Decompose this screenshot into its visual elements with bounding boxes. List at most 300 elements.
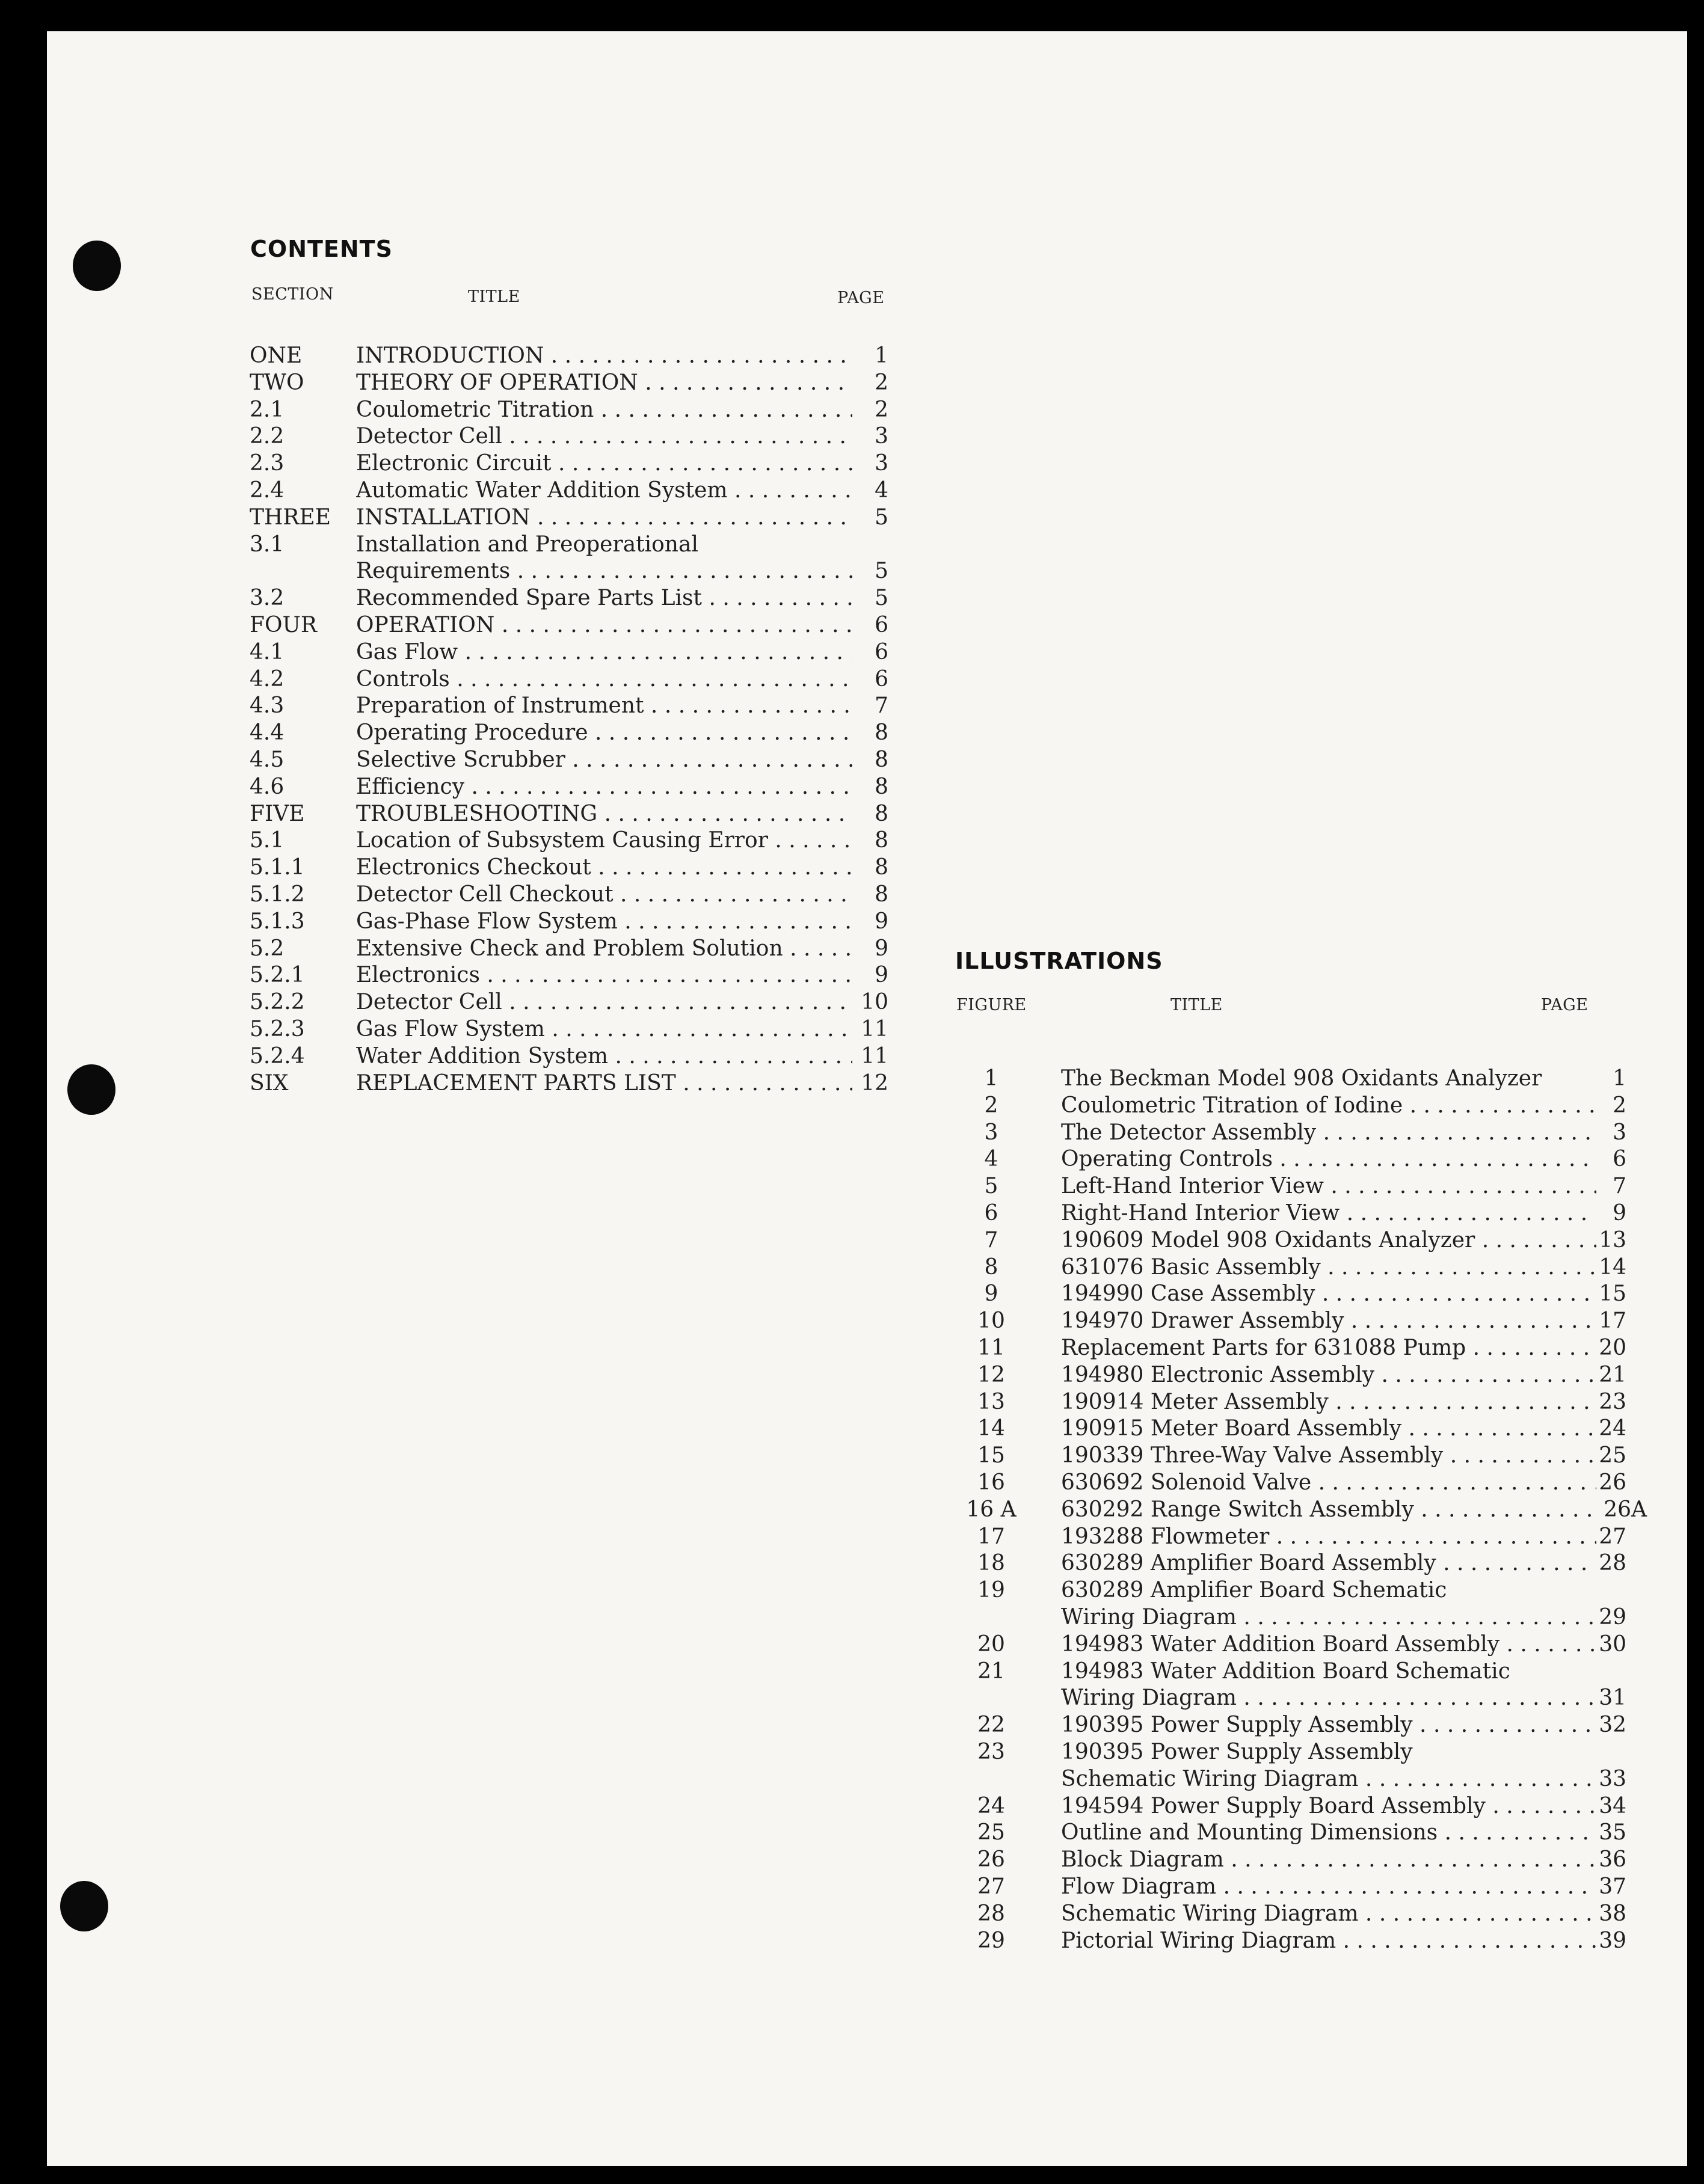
entry-title-text: 194983 Water Addition Board Schematic [1061,1658,1510,1684]
entry-title-text: Replacement Parts for 631088 Pump [1061,1335,1466,1360]
entry-title-continued [1061,1766,1596,1793]
entry-page: 8 [875,882,888,907]
toc-entry [250,801,888,828]
entry-title [356,1043,852,1070]
entry-title [356,477,852,505]
entry-title-text: TROUBLESHOOTING [356,801,598,826]
toc-entry [955,1093,1647,1120]
entry-page: 3 [875,424,888,449]
toc-entry [955,1200,1647,1227]
entry-title [356,423,852,450]
entry-title-text: Location of Subsystem Causing Error [356,828,768,853]
entry-title-text: Coulometric Titration of Iodine [1061,1093,1403,1118]
entry-title-text: Gas-Phase Flow System [356,909,618,934]
entry-title-text: REPLACEMENT PARTS LIST [356,1070,676,1096]
toc-entry [955,1066,1647,1093]
entry-number: 22 [977,1713,1005,1738]
entry-title-text: INSTALLATION [356,505,531,530]
entry-page: 5 [875,559,888,584]
entry-title [1061,1928,1596,1955]
entry-title [356,882,852,909]
toc-entry [250,477,888,505]
entry-page: 6 [875,666,888,692]
entry-page: 24 [1599,1416,1626,1441]
entry-title-text: Right-Hand Interior View [1061,1200,1340,1225]
entry-page: 5 [875,586,888,611]
entry-title-continued [1061,1604,1596,1631]
entry-title-text: 190395 Power Supply Assembly [1061,1739,1413,1764]
entry-title [356,343,852,370]
entry-page: 3 [1613,1120,1626,1145]
toc-entry [955,1712,1647,1739]
entry-title [356,854,852,882]
toc-entry [250,936,888,963]
entry-number: 2.4 [250,477,285,503]
entry-page: 26A [1604,1497,1647,1522]
toc-entry [250,505,888,532]
entry-title-continued-text: Requirements [356,559,511,584]
entry-number: 28 [977,1901,1005,1926]
entry-number: 15 [977,1443,1005,1468]
entry-page: 14 [1599,1254,1626,1280]
entry-title [356,450,852,477]
entry-number: 16 A [966,1497,1017,1522]
entry-page: 15 [1599,1281,1626,1307]
entry-title-continued-text: Schematic Wiring Diagram [1061,1766,1359,1791]
entry-title-text: Detector Cell [356,990,502,1015]
entry-title-text: 190914 Meter Assembly [1061,1389,1329,1414]
entry-number: 9 [984,1281,998,1307]
toc-entry [955,1389,1647,1416]
toc-entry [250,370,888,397]
toc-entry [250,666,888,693]
toc-entry [955,1550,1647,1577]
toc-entry [250,989,888,1016]
toc-entry [250,612,888,639]
toc-entry [955,1120,1647,1147]
entry-number: 4.5 [250,747,285,772]
entry-title [1061,1550,1596,1577]
entry-title-text: 194594 Power Supply Board Assembly [1061,1793,1486,1818]
entry-title-text: Selective Scrubber [356,747,565,772]
entry-title [356,505,852,532]
illustrations-heading: ILLUSTRATIONS [955,948,1163,974]
entry-title [356,774,852,801]
entry-title [356,585,852,612]
entry-title [356,639,852,666]
entry-title-text: Pictorial Wiring Diagram [1061,1928,1336,1953]
toc-entry [955,1443,1647,1470]
entry-title [356,1070,852,1097]
entry-title-text: Gas Flow [356,639,458,664]
entry-page: 7 [1613,1174,1626,1199]
entry-number: 4.1 [250,639,285,664]
entry-number: 5.2 [250,936,285,961]
toc-entry [250,397,888,424]
toc-entry [955,1146,1647,1173]
entry-title-text: 631076 Basic Assembly [1061,1254,1321,1280]
toc-entry [955,1308,1647,1335]
entry-title-text: Detector Cell Checkout [356,882,614,907]
entry-number: 29 [977,1928,1005,1953]
entry-page: 33 [1599,1766,1626,1791]
entry-title [1061,1066,1596,1093]
entry-title [1061,1712,1596,1739]
toc-entry [955,1281,1647,1308]
entry-number: 5.2.3 [250,1016,305,1041]
entry-title [1061,1577,1596,1604]
entry-title-text: Outline and Mounting Dimensions [1061,1820,1438,1845]
entry-title-text: Block Diagram [1061,1847,1224,1873]
entry-title [1061,1093,1596,1120]
entry-page: 3 [875,451,888,476]
entry-number: 5.1.1 [250,855,305,880]
entry-number: 14 [977,1416,1005,1441]
entry-number: 5.2.1 [250,963,305,988]
entry-title-text: 190915 Meter Board Assembly [1061,1416,1402,1441]
entry-title [1061,1497,1596,1524]
entry-title [356,909,852,936]
entry-page: 31 [1599,1686,1626,1711]
entry-title-text: The Detector Assembly [1061,1120,1317,1145]
entry-title-text: Installation and Preoperational [356,532,698,557]
entry-page: 8 [875,801,888,826]
punch-hole [60,1881,108,1931]
entry-title [1061,1200,1596,1227]
entry-title [356,827,852,854]
entry-title-text: Automatic Water Addition System [356,477,728,503]
entry-title [1061,1335,1596,1362]
entry-title [1061,1120,1596,1147]
entry-title-text: Recommended Spare Parts List [356,586,702,611]
entry-number: 4.3 [250,693,285,719]
toc-entry [250,909,888,936]
entry-title [1061,1254,1596,1281]
entry-title [1061,1631,1596,1658]
entry-page: 5 [875,505,888,530]
contents-heading: CONTENTS [250,236,393,262]
entry-title [356,720,852,747]
toc-entry [250,720,888,747]
entry-number: 16 [977,1470,1005,1495]
entry-title-text: Flow Diagram [1061,1874,1217,1899]
entry-title-text: 630289 Amplifier Board Assembly [1061,1551,1436,1576]
entry-page: 11 [861,1016,888,1041]
toc-entry [250,639,888,666]
entry-title [1061,1901,1596,1928]
entry-number: 12 [977,1362,1005,1387]
entry-title [356,989,852,1016]
entry-title-text: Gas Flow System [356,1016,545,1041]
entry-page: 1 [875,343,888,368]
entry-title-text: Operating Procedure [356,720,588,746]
contents-list [250,343,888,1097]
entry-page: 7 [875,693,888,719]
entry-page: 21 [1599,1362,1626,1387]
entry-title [356,1016,852,1043]
toc-entry [250,882,888,909]
entry-title-text: 194990 Case Assembly [1061,1281,1315,1307]
entry-title-continued-text: Wiring Diagram [1061,1604,1237,1630]
entry-number: 18 [977,1551,1005,1576]
entry-title-text: The Beckman Model 908 Oxidants Analyzer [1061,1066,1542,1091]
entry-title-text: 194980 Electronic Assembly [1061,1362,1375,1387]
toc-entry [250,423,888,450]
toc-entry [955,1928,1647,1955]
entry-number: 4.6 [250,774,285,799]
entry-page: 12 [861,1070,888,1096]
entry-number: 21 [977,1658,1005,1684]
entry-page: 34 [1599,1793,1626,1818]
entry-title [356,747,852,774]
entry-title-text: Water Addition System [356,1043,609,1069]
entry-title-text: Coulometric Titration [356,397,594,422]
entry-title-text: Preparation of Instrument [356,693,644,719]
entry-page: 6 [875,612,888,637]
toc-entry [250,450,888,477]
toc-entry [955,1254,1647,1281]
entry-number: 25 [977,1820,1005,1845]
entry-page: 20 [1599,1335,1626,1360]
entry-title-text: Operating Controls [1061,1147,1273,1172]
punch-hole [73,241,121,291]
entry-title [1061,1416,1596,1443]
entry-title [356,936,852,963]
toc-entry [250,1043,888,1070]
entry-page: 28 [1599,1551,1626,1576]
toc-entry [955,1335,1647,1362]
entry-number: 5.1.3 [250,909,305,934]
entry-title-text: Left-Hand Interior View [1061,1174,1324,1199]
toc-entry [250,585,888,612]
entry-number: SIX [250,1070,289,1096]
illustrations-list [955,1066,1647,1954]
entry-page: 35 [1599,1820,1626,1845]
entry-number: 4 [984,1147,998,1172]
toc-entry [955,1524,1647,1551]
entry-page: 8 [875,747,888,772]
toc-entry [955,1874,1647,1901]
entry-title-text: 194983 Water Addition Board Assembly [1061,1631,1500,1657]
illustrations-col-title: TITLE [1170,996,1223,1014]
entry-page: 2 [875,370,888,395]
entry-page: 2 [875,397,888,422]
entry-page: 32 [1599,1713,1626,1738]
entry-title [356,370,852,397]
entry-title [356,612,852,639]
entry-page: 9 [875,936,888,961]
entry-title-text: Efficiency [356,774,465,799]
entry-title [1061,1362,1596,1389]
toc-entry [250,827,888,854]
entry-number: 17 [977,1524,1005,1549]
entry-number: 3.2 [250,586,285,611]
toc-entry [955,1470,1647,1497]
entry-page: 9 [875,963,888,988]
entry-title [1061,1281,1596,1308]
toc-entry [955,1497,1647,1524]
entry-title [356,666,852,693]
entry-page: 9 [875,909,888,934]
entry-page: 9 [1613,1200,1626,1225]
entry-title [1061,1524,1596,1551]
entry-number: 3 [984,1120,998,1145]
entry-number: TWO [250,370,304,395]
entry-number: 1 [984,1066,998,1091]
entry-title [1061,1308,1596,1335]
entry-title-text: Electronic Circuit [356,451,552,476]
toc-entry [250,962,888,989]
entry-title-text: Extensive Check and Problem Solution [356,936,783,961]
entry-page: 26 [1599,1470,1626,1495]
entry-number: 20 [977,1631,1005,1657]
entry-number: 13 [977,1389,1005,1414]
entry-title-text: OPERATION [356,612,495,637]
entry-page: 8 [875,855,888,880]
entry-title-text: INTRODUCTION [356,343,544,368]
entry-title-text: THEORY OF OPERATION [356,370,638,395]
document-page [47,31,1687,2166]
toc-entry [250,532,888,586]
entry-number: 5 [984,1174,998,1199]
toc-entry [250,1016,888,1043]
entry-title-text: 190339 Three-Way Valve Assembly [1061,1443,1444,1468]
entry-number: 5.2.4 [250,1043,305,1069]
entry-title [1061,1173,1596,1200]
entry-title-text: 630292 Range Switch Assembly [1061,1497,1414,1522]
entry-title [1061,1658,1596,1686]
entry-page: 8 [875,828,888,853]
entry-page: 13 [1599,1227,1626,1253]
entry-page: 27 [1599,1524,1626,1549]
entry-title-text: 630692 Solenoid Valve [1061,1470,1312,1495]
entry-title-text: Detector Cell [356,424,502,449]
entry-number: ONE [250,343,303,368]
entry-title [1061,1847,1596,1874]
entry-title [1061,1227,1596,1254]
entry-number: 5.1.2 [250,882,305,907]
entry-title [356,397,852,424]
entry-page: 39 [1599,1928,1626,1953]
entry-title-text: Electronics [356,963,480,988]
entry-title [1061,1793,1596,1820]
entry-title [1061,1443,1596,1470]
entry-title-text: 630289 Amplifier Board Schematic [1061,1578,1447,1603]
contents-col-title: TITLE [468,287,520,306]
entry-title-continued [356,558,852,585]
contents-col-page: PAGE [837,289,885,307]
toc-entry [250,343,888,370]
entry-number: 23 [977,1739,1005,1764]
entry-number: 2.3 [250,451,285,476]
entry-title-text: 190395 Power Supply Assembly [1061,1713,1413,1738]
entry-number: 5.1 [250,828,285,853]
entry-page: 10 [861,990,888,1015]
entry-number: 4.4 [250,720,285,746]
entry-page: 8 [875,774,888,799]
entry-title [1061,1739,1596,1766]
toc-entry [955,1227,1647,1254]
entry-number: 7 [984,1227,998,1253]
entry-page: 6 [1613,1147,1626,1172]
entry-page: 25 [1599,1443,1626,1468]
entry-title [356,962,852,989]
entry-number: 19 [977,1578,1005,1603]
contents-col-section: SECTION [251,285,334,304]
entry-number: FIVE [250,801,305,826]
toc-entry [250,854,888,882]
entry-number: 10 [977,1308,1005,1334]
entry-number: 24 [977,1793,1005,1818]
toc-entry [955,1739,1647,1793]
entry-page: 23 [1599,1389,1626,1414]
entry-title-text: 194970 Drawer Assembly [1061,1308,1344,1334]
entry-page: 8 [875,720,888,746]
toc-entry [250,1070,888,1097]
entry-title [1061,1820,1596,1847]
toc-entry [955,1416,1647,1443]
entry-title [1061,1146,1596,1173]
entry-number: 5.2.2 [250,990,305,1015]
entry-title-text: 193288 Flowmeter [1061,1524,1270,1549]
entry-number: 4.2 [250,666,285,692]
illustrations-col-figure: FIGURE [956,996,1027,1014]
entry-title [356,532,852,559]
toc-entry [955,1820,1647,1847]
entry-number: 2.1 [250,397,285,422]
entry-page: 11 [861,1043,888,1069]
entry-title-text: Schematic Wiring Diagram [1061,1901,1359,1926]
toc-entry [955,1173,1647,1200]
entry-number: 11 [977,1335,1005,1360]
entry-number: 2.2 [250,424,285,449]
entry-page: 37 [1599,1874,1626,1899]
toc-entry [955,1631,1647,1658]
entry-title [1061,1470,1596,1497]
entry-number: 8 [984,1254,998,1280]
entry-page: 6 [875,639,888,664]
entry-page: 29 [1599,1604,1626,1630]
toc-entry [955,1847,1647,1874]
entry-page: 30 [1599,1631,1626,1657]
entry-number: 3.1 [250,532,285,557]
entry-number: THREE [250,505,331,530]
entry-title-text: Electronics Checkout [356,855,591,880]
toc-entry [250,747,888,774]
entry-number: 2 [984,1093,998,1118]
toc-entry [955,1658,1647,1713]
entry-page: 36 [1599,1847,1626,1873]
toc-entry [955,1362,1647,1389]
entry-title-text: 190609 Model 908 Oxidants Analyzer [1061,1227,1475,1253]
entry-page: 38 [1599,1901,1626,1926]
entry-title-continued [1061,1685,1596,1712]
entry-title-text: Controls [356,666,450,692]
entry-title [356,801,852,828]
entry-title-continued-text: Wiring Diagram [1061,1686,1237,1711]
toc-entry [955,1901,1647,1928]
entry-page: 17 [1599,1308,1626,1334]
toc-entry [955,1577,1647,1631]
toc-entry [250,693,888,720]
entry-number: 6 [984,1200,998,1225]
toc-entry [250,774,888,801]
entry-page: 2 [1613,1093,1626,1118]
punch-hole [67,1064,115,1115]
entry-number: FOUR [250,612,317,637]
entry-title [356,693,852,720]
entry-title [1061,1874,1596,1901]
